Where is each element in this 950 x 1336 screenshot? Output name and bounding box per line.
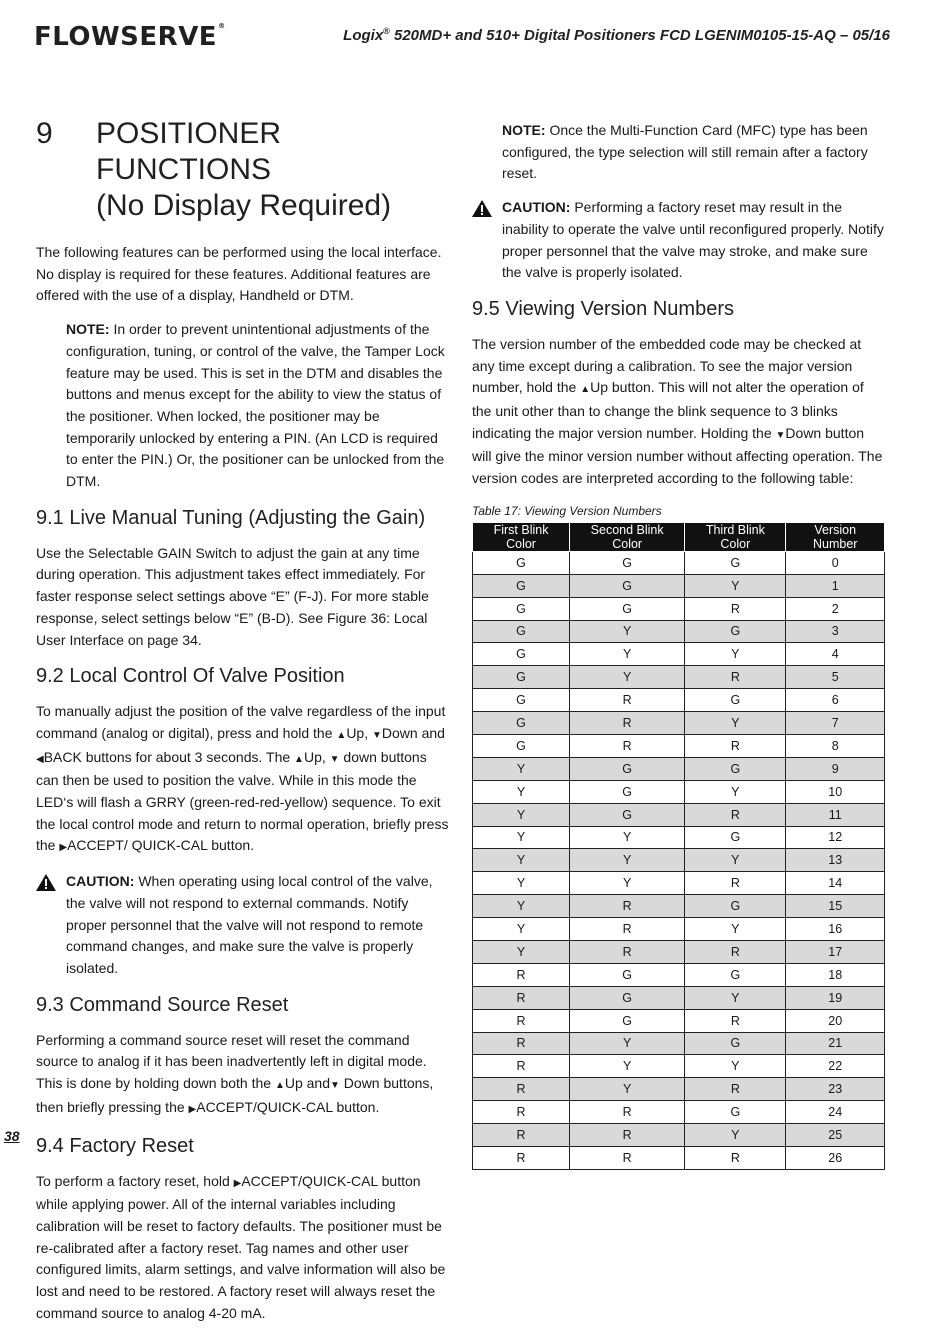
table-cell: Y	[570, 620, 685, 643]
table-cell: Y	[473, 757, 570, 780]
table-cell: R	[473, 1032, 570, 1055]
table-cell: 6	[786, 689, 885, 712]
table-cell: 12	[786, 826, 885, 849]
table-cell: 20	[786, 1009, 885, 1032]
section-9-title: 9 POSITIONER FUNCTIONS (No Display Required)	[36, 117, 392, 222]
table-row	[473, 643, 885, 666]
table-cell: 3	[786, 620, 885, 643]
table-cell: 7	[786, 712, 885, 735]
table-cell: Y	[473, 940, 570, 963]
table-cell: R	[473, 1055, 570, 1078]
note-tamper-lock: NOTE: In order to prevent unintentional adjustments of the configuration, tuning, or control of the valve, the Tamper Lock feature may be used. This is set in the DTM and disables the buttons and menus except for the ability to view the status of the positioner. When locked, the positioner may be temporarily unlocked by entering a PIN. (An LCD is required to enter the PIN.) Or, the positioner can be unlocked from the DTM.	[66, 321, 445, 490]
table-cell: 9	[786, 757, 885, 780]
table-cell: R	[685, 666, 786, 689]
table-cell: Y	[473, 918, 570, 941]
table-cell: G	[685, 895, 786, 918]
table-cell: Y	[570, 826, 685, 849]
table-cell: 25	[786, 1124, 885, 1147]
table-cell: 2	[786, 597, 885, 620]
section-9-3-text: Performing a command source reset will reset the command source to analog if it has been inadvertently left in digital mode. This is done by holding down both the ▲Up and▼ Down buttons, then briefly pressing the ▶ACCEPT/QUICK-CAL button.	[36, 1031, 434, 1115]
table-cell: Y	[685, 712, 786, 735]
accept-arrow-icon: ▶	[59, 842, 68, 854]
table-cell: 16	[786, 918, 885, 941]
warning-icon	[36, 871, 66, 980]
version-numbers-table	[472, 522, 885, 1170]
caution-local-control: CAUTION: When operating using local control of the valve, the valve will not respond to external commands. Notify proper personnel that the valve will not respond to remote command changes, and make sure the valve is properly isolated.	[36, 871, 452, 980]
section-9-5-text: The version number of the embedded code may be checked at any time except during a calibration. To see the major version number, hold the ▲Up button. This will not alter the operation of the unit other than to change the blink sequence to 3 blinks indicating the major version number. Holding the ▼Down button will give the minor version number without affecting operation. The version codes are interpreted according to the following table:	[472, 335, 883, 487]
table-caption: Table 17: Viewing Version Numbers	[472, 503, 662, 518]
accept-arrow-icon: ▶	[188, 1103, 197, 1115]
table-cell: Y	[685, 1055, 786, 1078]
table-row	[473, 1078, 885, 1101]
table-cell: R	[570, 1101, 685, 1124]
section-9-2-text: To manually adjust the position of the valve regardless of the input command (analog or digital), press and hold the ▲Up, ▼Down and ◀BACK buttons for about 3 seconds. The ▲Up, ▼ down buttons can then be used to position the valve. While in this mode the LED‘s will flash a GRRY (green-red-red-yellow) sequence. To exit the local control mode and return to normal operation, briefly press the ▶ACCEPT/ QUICK-CAL button.	[36, 703, 449, 854]
table-cell: G	[570, 551, 685, 574]
table-cell: 4	[786, 643, 885, 666]
section-9-2-title: 9.2 Local Control Of Valve Position	[36, 665, 345, 688]
table-cell: Y	[570, 872, 685, 895]
table-cell: Y	[685, 986, 786, 1009]
up-arrow-icon: ▲	[580, 384, 591, 396]
right-column	[472, 120, 886, 1170]
table-cell: 23	[786, 1078, 885, 1101]
table-row	[473, 620, 885, 643]
table-cell: R	[570, 940, 685, 963]
table-cell: G	[570, 963, 685, 986]
table-cell: Y	[685, 643, 786, 666]
table-cell: R	[473, 1147, 570, 1170]
accept-arrow-icon: ▶	[233, 1177, 242, 1189]
table-cell: Y	[473, 803, 570, 826]
document-header-title: Logix® 520MD+ and 510+ Digital Positioners FCD LGENIM0105-15-AQ – 05/16	[343, 26, 890, 44]
table-cell: G	[570, 803, 685, 826]
table-cell: R	[570, 918, 685, 941]
table-row	[473, 712, 885, 735]
table-cell: 21	[786, 1032, 885, 1055]
table-row	[473, 666, 885, 689]
table-row	[473, 895, 885, 918]
table-row	[473, 1101, 885, 1124]
table-cell: R	[473, 1101, 570, 1124]
table-row	[473, 1147, 885, 1170]
table-row	[473, 757, 885, 780]
table-cell: R	[685, 1009, 786, 1032]
table-cell: G	[473, 551, 570, 574]
table-cell: 11	[786, 803, 885, 826]
table-cell: 18	[786, 963, 885, 986]
table-row	[473, 574, 885, 597]
table-cell: 1	[786, 574, 885, 597]
table-cell: Y	[685, 780, 786, 803]
table-cell: R	[473, 1009, 570, 1032]
section-9-1-text: Use the Selectable GAIN Switch to adjust the gain at any time during operation. This adjustment takes effect immediately. For faster response select settings above “E” (F-J). For more stable response, select settings below “E” (B-D). See Figure 36: Local User Interface on page 34.	[36, 544, 429, 648]
table-header-cell: Third Blink Color	[685, 522, 786, 551]
table-cell: Y	[473, 872, 570, 895]
table-cell: G	[473, 620, 570, 643]
table-cell: 26	[786, 1147, 885, 1170]
table-cell: G	[473, 666, 570, 689]
down-arrow-icon: ▼	[775, 429, 786, 441]
table-row	[473, 918, 885, 941]
table-cell: Y	[685, 574, 786, 597]
table-row	[473, 803, 885, 826]
table-cell: Y	[473, 780, 570, 803]
table-cell: Y	[685, 849, 786, 872]
table-cell: R	[685, 872, 786, 895]
up-arrow-icon: ▲	[336, 729, 347, 741]
table-cell: G	[473, 712, 570, 735]
table-cell: 24	[786, 1101, 885, 1124]
table-cell: 22	[786, 1055, 885, 1078]
table-cell: G	[570, 597, 685, 620]
table-row	[473, 689, 885, 712]
page-number: 38	[4, 1128, 20, 1144]
table-cell: 17	[786, 940, 885, 963]
table-cell: R	[685, 734, 786, 757]
table-cell: R	[570, 895, 685, 918]
table-row	[473, 734, 885, 757]
table-cell: G	[685, 620, 786, 643]
table-cell: G	[570, 757, 685, 780]
table-cell: G	[473, 643, 570, 666]
table-row	[473, 849, 885, 872]
table-cell: Y	[570, 1078, 685, 1101]
up-arrow-icon: ▲	[294, 753, 304, 765]
table-row	[473, 986, 885, 1009]
table-cell: R	[570, 712, 685, 735]
left-column	[36, 116, 452, 1336]
table-cell: G	[473, 689, 570, 712]
table-row	[473, 1009, 885, 1032]
table-cell: Y	[570, 1055, 685, 1078]
table-cell: G	[473, 574, 570, 597]
table-row	[473, 551, 885, 574]
back-arrow-icon: ◀	[36, 753, 44, 765]
table-cell: Y	[685, 918, 786, 941]
down-arrow-icon: ▼	[372, 729, 382, 741]
caution-factory-reset: CAUTION: Performing a factory reset may result in the inability to operate the valve until reconfigured properly. Notify proper personnel that the valve may stroke, and make sure the valve is properly isolated.	[472, 197, 886, 284]
table-cell: 19	[786, 986, 885, 1009]
table-cell: R	[473, 1124, 570, 1147]
table-cell: 14	[786, 872, 885, 895]
table-cell: R	[685, 1147, 786, 1170]
table-cell: G	[685, 963, 786, 986]
table-cell: Y	[570, 849, 685, 872]
table-cell: G	[473, 597, 570, 620]
table-cell: G	[685, 689, 786, 712]
table-cell: R	[685, 1078, 786, 1101]
table-row	[473, 1032, 885, 1055]
section-9-5-title: 9.5 Viewing Version Numbers	[472, 297, 734, 320]
table-cell: 13	[786, 849, 885, 872]
down-arrow-icon: ▼	[329, 753, 340, 765]
table-row	[473, 940, 885, 963]
table-cell: G	[685, 1032, 786, 1055]
table-cell: G	[685, 826, 786, 849]
table-cell: R	[685, 597, 786, 620]
table-header-cell: First Blink Color	[473, 522, 570, 551]
table-cell: R	[570, 734, 685, 757]
table-cell: Y	[570, 666, 685, 689]
table-row	[473, 1124, 885, 1147]
table-row	[473, 1055, 885, 1078]
table-cell: G	[473, 734, 570, 757]
table-cell: G	[570, 574, 685, 597]
section-9-3-title: 9.3 Command Source Reset	[36, 993, 289, 1016]
warning-icon	[472, 197, 502, 284]
table-cell: R	[685, 940, 786, 963]
table-header-cell: Version Number	[786, 522, 885, 551]
table-cell: G	[685, 757, 786, 780]
section-9-1-title: 9.1 Live Manual Tuning (Adjusting the Gain)	[36, 506, 426, 529]
table-cell: 10	[786, 780, 885, 803]
table-cell: 5	[786, 666, 885, 689]
section-9-4-title: 9.4 Factory Reset	[36, 1134, 194, 1157]
table-cell: 15	[786, 895, 885, 918]
table-row	[473, 780, 885, 803]
table-cell: Y	[685, 1124, 786, 1147]
table-cell: R	[473, 963, 570, 986]
table-cell: Y	[473, 826, 570, 849]
table-cell: R	[570, 1147, 685, 1170]
table-cell: G	[685, 551, 786, 574]
table-cell: R	[570, 1124, 685, 1147]
table-row	[473, 872, 885, 895]
table-cell: G	[570, 780, 685, 803]
table-header-cell: Second Blink Color	[570, 522, 685, 551]
table-cell: 0	[786, 551, 885, 574]
table-cell: R	[570, 689, 685, 712]
table-cell: Y	[570, 1032, 685, 1055]
table-cell: G	[685, 1101, 786, 1124]
note-mfc-type: NOTE: Once the Multi-Function Card (MFC) type has been configured, the type selection will still remain after a factory reset.	[502, 122, 868, 182]
table-header-row	[473, 522, 885, 551]
flowserve-logo: FLOWSERVE®	[34, 22, 226, 52]
table-cell: R	[473, 986, 570, 1009]
table-cell: G	[570, 1009, 685, 1032]
table-cell: Y	[473, 849, 570, 872]
table-cell: Y	[473, 895, 570, 918]
table-row	[473, 826, 885, 849]
table-cell: R	[473, 1078, 570, 1101]
section-9-4-text: To perform a factory reset, hold ▶ACCEPT/QUICK-CAL button while applying power. All of the internal variables including calibration will be reset to factory defaults. The positioner must be re-calibrated after a factory reset. Tag names and other user configured limits, alarm settings, and valve information will also be lost and need to be restored. A factory reset will always reset the command source to analog 4-20 mA.	[36, 1172, 446, 1321]
table-cell: Y	[570, 643, 685, 666]
table-row	[473, 597, 885, 620]
down-arrow-icon: ▼	[330, 1080, 340, 1092]
table-cell: G	[570, 986, 685, 1009]
section-9-intro: The following features can be performed using the local interface. No display is required for these features. Additional features are offered with the use of a display, Handheld or DTM.	[36, 244, 442, 304]
table-row	[473, 963, 885, 986]
up-arrow-icon: ▲	[274, 1080, 285, 1092]
table-cell: 8	[786, 734, 885, 757]
table-cell: R	[685, 803, 786, 826]
